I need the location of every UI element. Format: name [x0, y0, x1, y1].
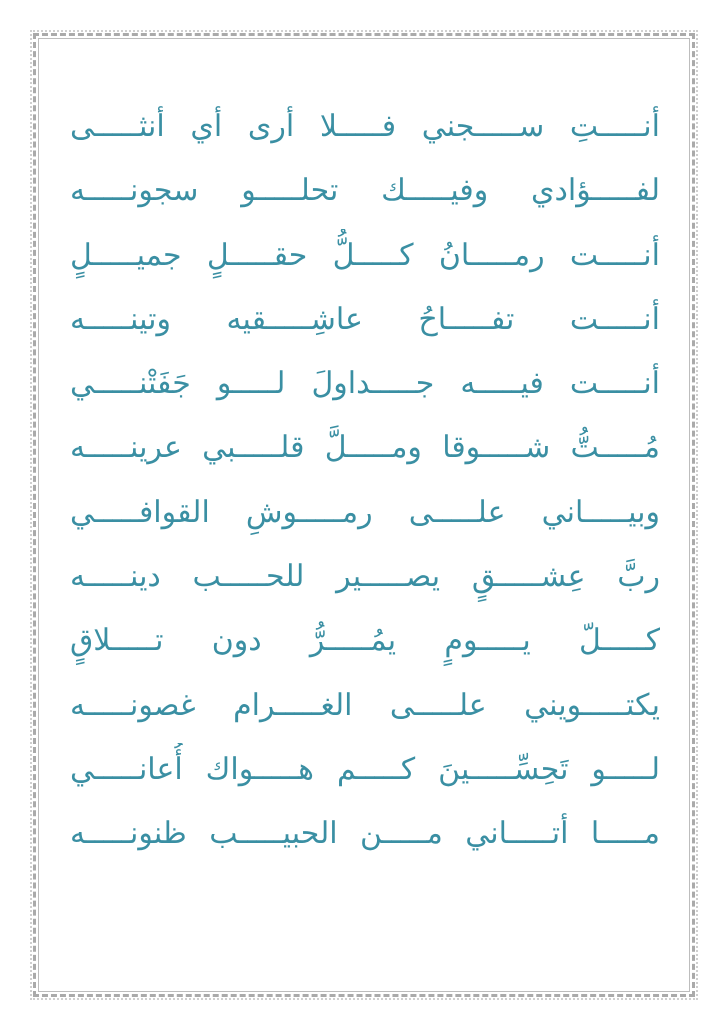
poem-verse-8: ربَّ عِشـــــقٍ يصـــــير للحـــــب دينـــــه [70, 559, 660, 595]
poem-verse-1: أنـــــتِ ســـــجني فـــــلا أرى أي أنثـــــى [70, 109, 660, 144]
poem-verse-5: أنـــــت فيـــــه جـــــداولَ لـــــو جَفَتْنـــــي [70, 366, 660, 402]
poem-verse-7: وبيـــــاني علـــــى رمـــــوشِ القوافـــــي [70, 494, 660, 530]
poem-verse-3: أنـــــت رمـــــانُ كـــــلُّ حقـــــلٍ جميـــــلٍ [70, 237, 660, 273]
poem-verse-10: يكتـــــويني علـــــى الغـــــرام غصونـــــه [70, 687, 660, 723]
poem-verse-11: لـــــو تَحِسِّـــــينَ كـــــم هـــــواك أُعانـــــي [70, 751, 660, 787]
poem-verse-9: كـــــلّ يـــــومٍ يمُـــــرُّ دون تـــــلاقٍ [70, 623, 660, 659]
poem-verse-12: مـــــا أتـــــاني مـــــن الحبيـــــب ظنونـــــه [70, 816, 660, 852]
poem-verse-4: أنـــــت تفـــــاحُ عاشِـــــقيه وتينـــــه [70, 301, 660, 337]
poem-verse-2: لفـــــؤادي وفيـــــك تحلـــــو سجونـــــه [70, 173, 660, 209]
poem-verse-6: مُـــــتُّ شـــــوقا ومـــــلَّ قلـــــبي عرينـــــه [70, 430, 660, 466]
poem-body [70, 100, 660, 872]
